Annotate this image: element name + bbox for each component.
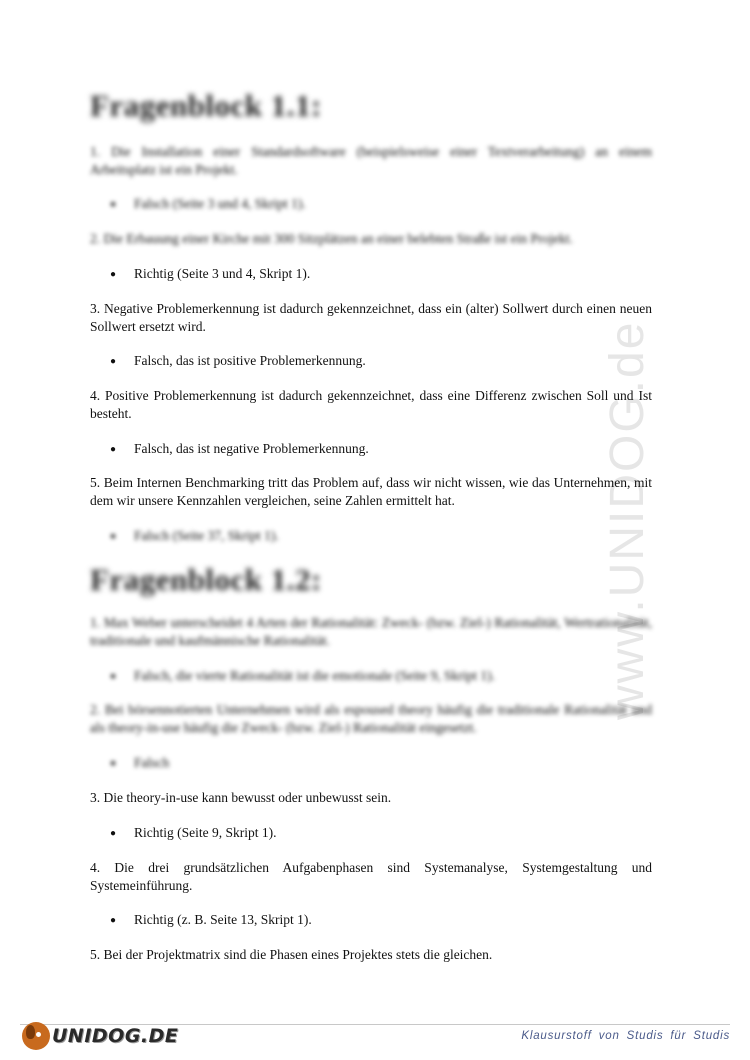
- bullet-icon: ●: [110, 356, 117, 367]
- answer-1-1-4: ● Falsch, das ist negative Problemerkennung.: [110, 440, 369, 459]
- question-1-2-2: 2. Bei börsennotierten Unternehmen wird als espoused theory häufig die traditionale Rationalität und als theory-in-use häufig die Zweck- (bzw. Ziel-) Rationalität eingesetzt.: [90, 702, 652, 735]
- answer-1-2-2: ● Falsch: [110, 754, 169, 773]
- heading-block-1-1: Fragenblock 1.1:: [90, 88, 322, 123]
- question-1-1-3: 3. Negative Problemerkennung ist dadurch gekennzeichnet, dass ein (alter) Sollwert durch einen neuen Sollwert ersetzt wird.: [90, 301, 652, 334]
- answer-1-2-1: ● Falsch, die vierte Rationalität ist die emotionale (Seite 9, Skript 1).: [110, 667, 495, 686]
- logo-text: UNIDOG.DE: [52, 1025, 179, 1047]
- bullet-icon: ●: [110, 671, 117, 682]
- answer-1-2-4: ● Richtig (z. B. Seite 13, Skript 1).: [110, 911, 312, 930]
- answer-1-1-5: ● Falsch (Seite 37, Skript 1).: [110, 527, 279, 546]
- bullet-icon: ●: [110, 444, 117, 455]
- question-1-1-2: 2. Die Erbauung einer Kirche mit 300 Sitzplätzen an einer belebten Straße ist ein Projekt.: [90, 231, 573, 246]
- question-1-2-3: 3. Die theory-in-use kann bewusst oder unbewusst sein.: [90, 790, 392, 805]
- bullet-icon: ●: [110, 269, 117, 280]
- heading-block-1-2: Fragenblock 1.2:: [90, 562, 322, 597]
- watermark: www.UNIDOG.de: [601, 320, 654, 720]
- question-1-1-1: 1. Die Installation einer Standardsoftware (beispielsweise einer Textverarbeitung) an einem Arbeitsplatz ist ein Projekt.: [90, 144, 652, 177]
- answer-1-1-1: ● Falsch (Seite 3 und 4, Skript 1).: [110, 195, 306, 214]
- question-1-2-1: 1. Max Weber unterscheidet 4 Arten der Rationalität: Zweck- (bzw. Ziel-) Rationalität, Wertrationalität, traditionale und kaufmännische Rationalität.: [90, 615, 652, 648]
- bullet-icon: ●: [110, 828, 117, 839]
- question-1-2-4: 4. Die drei grundsätzlichen Aufgabenphasen sind Systemanalyse, Systemgestaltung und Systemeinführung.: [90, 860, 652, 893]
- question-1-1-4: 4. Positive Problemerkennung ist dadurch gekennzeichnet, dass eine Differenz zwischen Soll und Ist besteht.: [90, 388, 652, 421]
- answer-1-2-3: ● Richtig (Seite 9, Skript 1).: [110, 824, 277, 843]
- bullet-icon: ●: [110, 199, 117, 210]
- footer-slogan: Klausurstoff von Studis für Studis: [521, 1030, 730, 1042]
- answer-1-1-3: ● Falsch, das ist positive Problemerkennung.: [110, 352, 366, 371]
- bullet-icon: ●: [110, 915, 117, 926]
- unidog-logo[interactable]: [22, 1020, 178, 1052]
- bullet-icon: ●: [110, 758, 117, 769]
- dog-icon: [22, 1022, 50, 1050]
- question-1-1-5: 5. Beim Internen Benchmarking tritt das Problem auf, dass wir nicht wissen, wie das Unternehmen, mit dem wir unsere Kennzahlen vergleichen, seine Zahlen ermittelt hat.: [90, 475, 652, 508]
- answer-1-1-2: ● Richtig (Seite 3 und 4, Skript 1).: [110, 265, 310, 284]
- question-1-2-5: 5. Bei der Projektmatrix sind die Phasen eines Projektes stets die gleichen.: [90, 947, 493, 962]
- bullet-icon: ●: [110, 531, 117, 542]
